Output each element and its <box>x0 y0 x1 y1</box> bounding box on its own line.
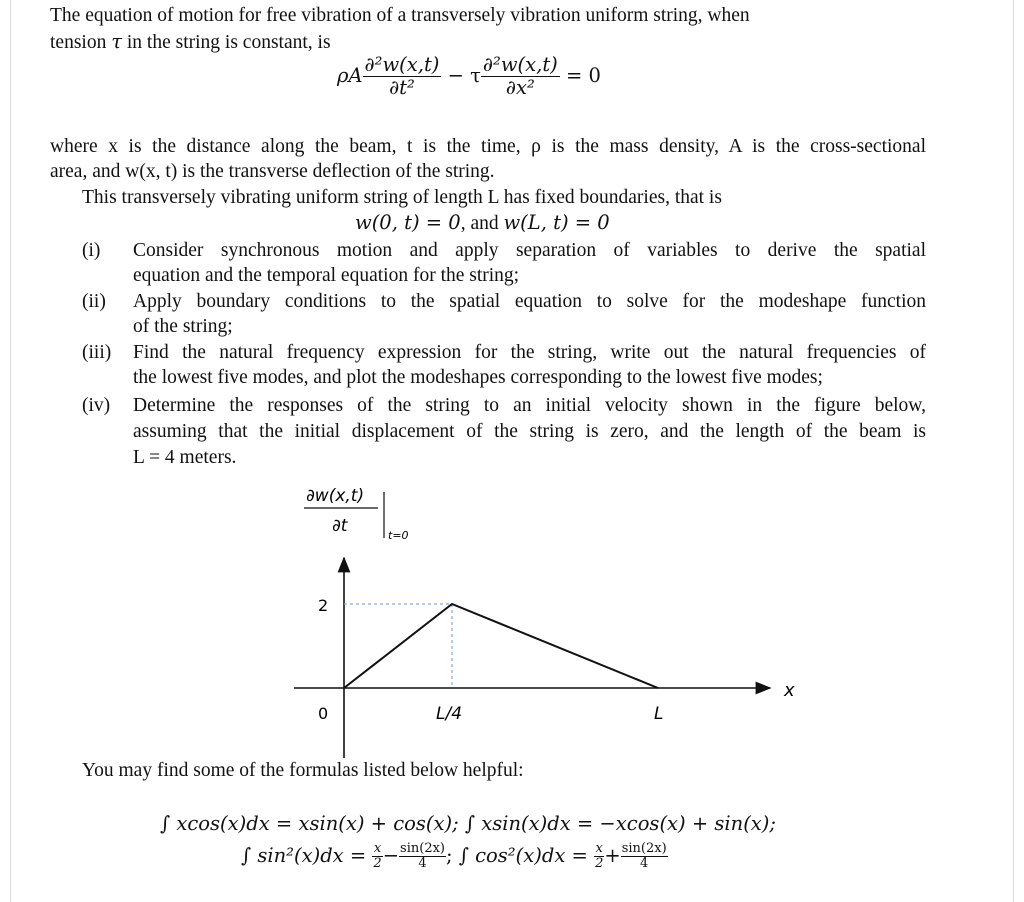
item-label: (iii) <box>82 342 112 363</box>
boundary-intro: This transversely vibrating uniform string of length L has fixed boundaries, that is <box>82 187 722 208</box>
frac-den: 4 <box>418 856 427 871</box>
cos2-plus: + <box>604 844 621 867</box>
cos2-sin2x-over-4 <box>621 842 668 871</box>
where-line-1: where x is the distance along the beam, t is the time, ρ is the mass density, A is the cross-sectional <box>50 136 926 157</box>
cos2-lhs: ∫ cos²(x)dx = <box>458 844 588 867</box>
item-line: L = 4 meters. <box>133 447 237 468</box>
intro-line-2-b: in the string is constant, is <box>126 32 331 53</box>
frac-num: sin(2x) <box>621 841 667 856</box>
item-line: equation and the temporal equation for the string; <box>133 265 520 286</box>
eq-num-1: ∂²w(x,t) <box>364 53 440 76</box>
formula-line-1: ∫ xcos(x)dx = xsin(x) + cos(x); ∫ xsin(x)dx = −xcos(x) + sin(x); <box>160 812 776 835</box>
boundary-and: , and <box>460 213 499 234</box>
sin2-sin2x-over-4 <box>399 842 446 871</box>
origin-label: 0 <box>318 704 329 723</box>
tau-symbol: τ <box>111 30 123 53</box>
ylabel-numerator: ∂w(x,t) <box>306 486 365 506</box>
eq-rhs: = 0 <box>565 64 601 87</box>
item-line: Find the natural frequency expression for the string, write out the natural frequencies of <box>133 342 926 363</box>
item-label: (iv) <box>82 395 111 416</box>
eq-den-1: ∂t² <box>389 76 415 99</box>
frac-num: x <box>595 841 603 856</box>
formula-line-2 <box>241 842 668 871</box>
sin2-x-over-2 <box>372 842 382 871</box>
item-line: Determine the responses of the string to an initial velocity shown in the figure below, <box>133 395 926 416</box>
cos2-x-over-2 <box>594 842 604 871</box>
item-line: the lowest five modes, and plot the modeshapes corresponding to the lowest five modes; <box>133 367 823 388</box>
item-line: of the string; <box>133 316 233 337</box>
item-line: Apply boundary conditions to the spatial equation to solve for the modeshape function <box>133 291 926 312</box>
boundary-cond-2: w(L, t) = 0 <box>503 211 610 234</box>
frac-num: x <box>373 841 382 856</box>
eq-den-2: ∂x² <box>505 76 535 99</box>
eq-coef: ρA <box>337 64 363 87</box>
formulas-intro: You may find some of the formulas listed below helpful: <box>82 760 524 781</box>
sin2-minus: − <box>382 844 400 867</box>
frac-num: sin(2x) <box>400 841 445 856</box>
where-line-2: area, and w(x, t) is the transverse deflection of the string. <box>50 161 495 182</box>
frac-den: 2 <box>595 856 604 871</box>
intro-line-2-a: tension <box>50 32 107 53</box>
item-label: (i) <box>82 240 101 261</box>
ytick-2: 2 <box>318 596 329 615</box>
item-line: Consider synchronous motion and apply separation of variables to derive the spatial <box>133 240 926 261</box>
xlabel: x <box>784 680 795 701</box>
sin2-lhs: ∫ sin²(x)dx = <box>241 844 367 867</box>
eq-num-2: ∂²w(x,t) <box>482 53 558 76</box>
formula-separator: ; <box>446 844 453 867</box>
intro-line-1: The equation of motion for free vibration of a transversely vibration uniform string, when <box>50 5 750 26</box>
boundary-cond-1: w(0, t) = 0 <box>355 211 461 234</box>
ylabel-subscript: t=0 <box>388 529 409 542</box>
frac-den: 2 <box>373 856 382 871</box>
item-label: (ii) <box>82 291 106 312</box>
ylabel-denominator: ∂t <box>332 516 348 536</box>
velocity-profile <box>344 604 658 688</box>
eq-minus-tau: − τ <box>447 64 481 87</box>
item-line: assuming that the initial displacement of the string is zero, and the length of the beam is <box>133 421 926 442</box>
xtick-end: L <box>654 704 664 724</box>
xtick-quarter: L/4 <box>436 704 463 724</box>
frac-den: 4 <box>640 856 649 871</box>
